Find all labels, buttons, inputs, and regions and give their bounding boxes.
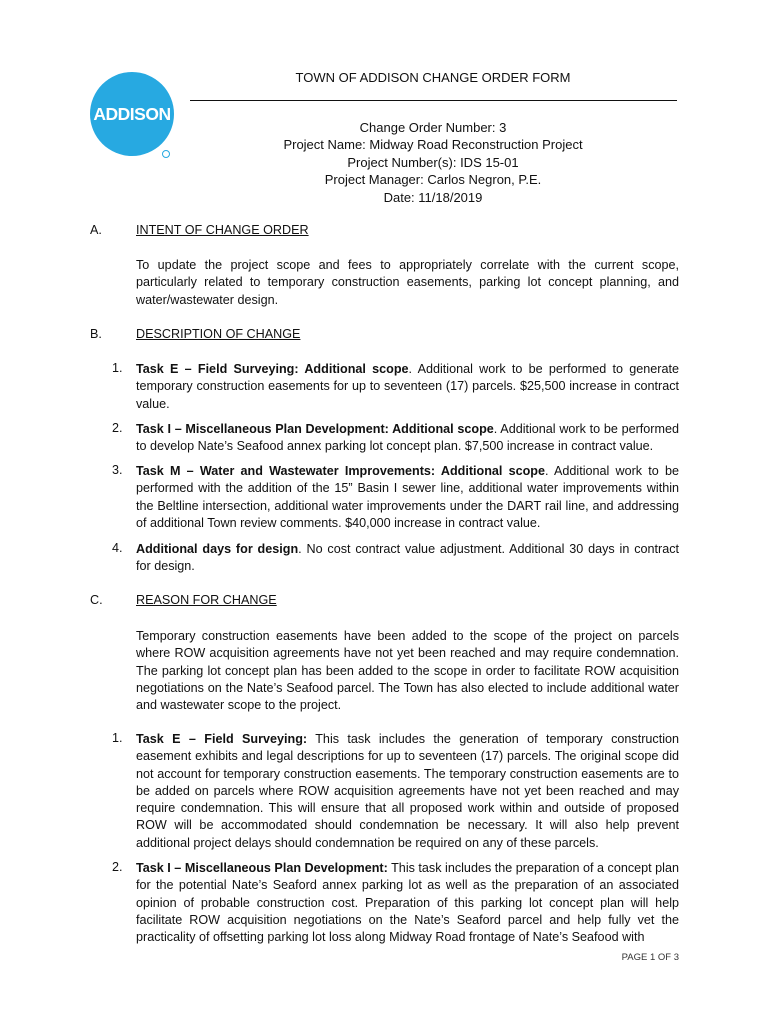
- item-number: 4.: [112, 541, 123, 555]
- item-number: 1.: [112, 731, 123, 745]
- item-title: Task M – Water and Wastewater Improvements: Additional scope: [136, 464, 546, 478]
- item-title: Task I – Miscellaneous Plan Development: Additional scope: [136, 422, 494, 436]
- item-number: 3.: [112, 463, 123, 477]
- section-letter: C.: [90, 593, 103, 607]
- addison-logo: [90, 72, 174, 156]
- section-heading: INTENT OF CHANGE ORDER: [136, 223, 309, 237]
- item-number: 2.: [112, 860, 123, 874]
- date: Date: 11/18/2019: [383, 189, 483, 205]
- section-c-text: Temporary construction easements have been added to the scope of the project on parcels where ROW acquisition agreements have not yet been reached and may require condemnation. The parking lot concept plan has been added to the scope in order to facilitate ROW acquisition negotiations on the Nate’s Seafood parcel. The Town has also elected to include additional water and wastewater scope to the project.: [136, 629, 679, 713]
- title-divider: [190, 100, 677, 101]
- change-order-number: Change Order Number: 3: [359, 120, 507, 135]
- item-number: 2.: [112, 421, 123, 435]
- item-number: 1.: [112, 361, 123, 375]
- logo-text: ADDISON: [93, 103, 171, 124]
- section-a-text: To update the project scope and fees to appropriately correlate with the current scope, particularly related to temporary construction easements, parking lot concept planning, and water/wastewater design.: [136, 258, 679, 307]
- section-letter: A.: [90, 223, 102, 237]
- page-number: PAGE 1 OF 3: [621, 952, 679, 963]
- item-text: . Additional work to be performed to develop Nate’s Seafood annex parking lot concept plan. $7,500 increase in contract value.: [136, 422, 679, 454]
- item-text: . Additional work to be performed with the addition of the 15” Basin I sewer line, additional water improvements within the Beltline intersection, additional water improvements under the DART rail line, and addressing of additional Town review comments. $40,000 increase in contract value.: [136, 464, 679, 530]
- item-text: . No cost contract value adjustment. Additional 30 days in contract for design.: [136, 542, 679, 574]
- project-numbers: Project Number(s): IDS 15-01: [347, 154, 519, 170]
- item-text: . Additional work to be performed to generate temporary construction easements for up to seventeen (17) parcels. $25,500 increase in contract value.: [136, 362, 679, 411]
- section-heading: REASON FOR CHANGE: [136, 593, 277, 607]
- project-manager: Project Manager: Carlos Negron, P.E.: [324, 172, 542, 188]
- project-name: Project Name: Midway Road Reconstruction Project: [283, 137, 583, 153]
- item-text: This task includes the preparation of a concept plan for the potential Nate’s Seaford annex parking lot as well as the preparation of an associated opinion of probable construction cost. Preparation of this parking lot concept plan will help facilitate ROW acquisition negotiations on the Nate’s Seaford parcel and help fully vet the practicality of offsetting parking lot loss along Midway Road frontage of Nate’s Seafood with: [136, 861, 679, 945]
- section-letter: B.: [90, 327, 102, 341]
- item-title: Task I – Miscellaneous Plan Development:: [136, 861, 388, 875]
- form-title: TOWN OF ADDISON CHANGE ORDER FORM: [295, 70, 571, 85]
- project-header: [190, 119, 676, 206]
- item-title: Additional days for design: [136, 542, 299, 556]
- item-text: This task includes the generation of temporary construction easement exhibits and legal descriptions for up to seventeen (17) parcels. The original scope did not account for temporary construction easements. The temporary construction easements are to be added on parcels where ROW acquisition agreements have not yet been reached and may require condemnation. This will ensure that all proposed work within and outside of proposed ROW will be accommodated should condemnation be necessary. It will also help prevent additional project delays should condemnation be required on any of these parcels.: [136, 732, 679, 850]
- item-title: Task E – Field Surveying: Additional scope: [136, 362, 409, 376]
- item-title: Task E – Field Surveying:: [136, 732, 308, 746]
- registered-mark-icon: [162, 150, 170, 158]
- section-heading: DESCRIPTION OF CHANGE: [136, 327, 301, 341]
